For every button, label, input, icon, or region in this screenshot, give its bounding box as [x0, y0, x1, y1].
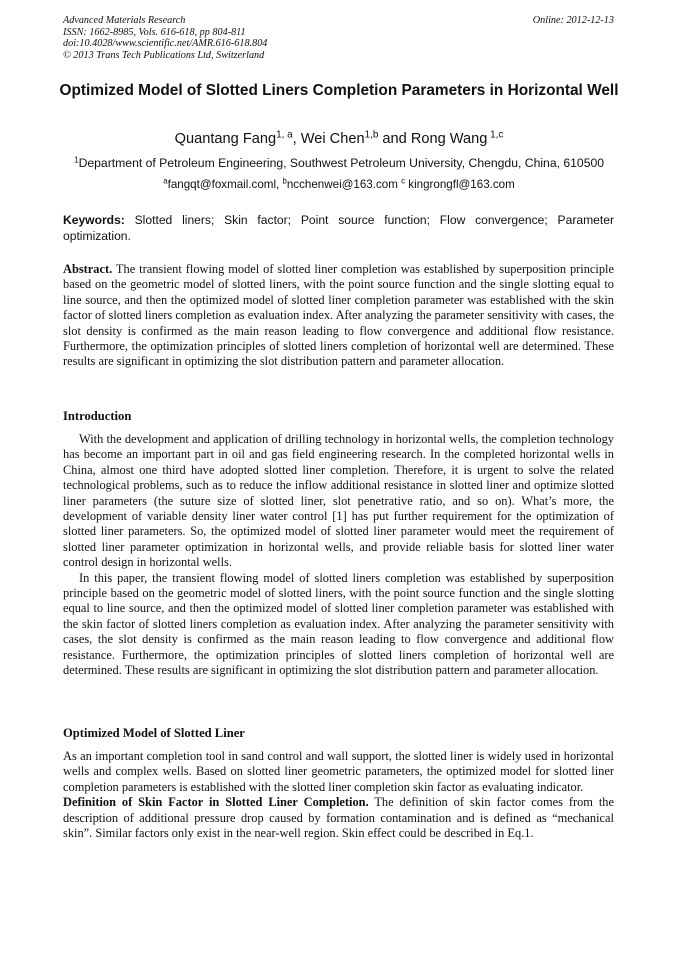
author-name: Quantang Fang [174, 131, 277, 147]
keywords-label: Keywords: [63, 213, 125, 227]
keywords [63, 212, 614, 244]
email-link[interactable]: ncchenwei@163.com [286, 178, 402, 191]
email-superscript: a [163, 176, 168, 186]
author-list [0, 131, 678, 147]
affiliation [0, 156, 678, 170]
email-link[interactable]: fangqt@foxmail.coml, [167, 178, 283, 191]
issn-line: ISSN: 1662-8985, Vols. 616-618, pp 804-811 [63, 26, 246, 38]
paragraph: With the development and application of drilling technology in horizontal wells, the completion technology has become an important part in oil and gas field engineering research. In the completed horizontal wells in China, almost one third have adopted slotted liner completion. Therefore, it is urgent to solve the related technological problems, such as to reduce the inflow additional resistance in slotted liner and optimize slotted liner parameters (the suture size of slotted liner, slot penetrative ratio, and so on). What’s more, the development of variable density liner water control [1] has put further requirement for the optimization of slotted liner parameters. So, the optimized model of slotted liner parameter would meet the requirement of slotted liner parameter optimization in horizontal wells, and provide reliable basis for slotted liner water control design in horizontal wells. [63, 432, 614, 570]
email-list [0, 178, 678, 191]
email-superscript: b [282, 176, 287, 186]
keywords-text: Slotted liners; Skin factor; Point source function; Flow convergence; Parameter optimization. [63, 213, 614, 243]
email-superscript: c [401, 176, 406, 186]
doi-line: doi:10.4028/www.scientific.net/AMR.616-618.804 [63, 38, 268, 50]
author-name: Wei Chen [300, 131, 365, 147]
abstract-text: The transient flowing model of slotted liner completion was established by superposition principle based on the geometric model of slotted liners, with the point source function and the single slotting equal to line source, and then the optimized model of slotted liner completion parameter was established with the skin factor of slotted liners completion as evaluation index. After analyzing the parameter sensitivity with cases, the slot density is confirmed as the main reason leading to flow convergence and additional flow resistance. Furthermore, the optimization principles of slotted liners completion of horizontal well are determined. These results are significant in optimizing the slot distribution pattern and parameter allocation. [63, 262, 614, 369]
online-date: Online: 2012-12-13 [532, 15, 614, 26]
abstract [63, 262, 614, 370]
introduction-heading: Introduction [63, 409, 132, 423]
author-name: Rong Wang [410, 131, 488, 147]
abstract-label: Abstract. [63, 262, 113, 276]
email-link[interactable]: kingrongfl@163.com [405, 178, 515, 191]
definition-label: Definition of Skin Factor in Slotted Liner Completion. [63, 795, 369, 810]
paragraph: As an important completion tool in sand control and wall support, the slotted liner is widely used in horizontal wells and complex wells. Based on slotted liner geometric parameters, the optimized model for slotted liner completion parameters is established with the slotted liner completion skin factor as evaluating indicator. [63, 749, 614, 794]
author-separator: , [292, 131, 301, 147]
model-section [63, 749, 614, 841]
journal-header [63, 15, 614, 61]
journal-name: Advanced Materials Research [63, 15, 186, 26]
author-superscript: 1,b [364, 129, 379, 141]
affiliation-text: Department of Petroleum Engineering, Southwest Petroleum University, Chengdu, China, 610500 [78, 156, 605, 170]
paragraph: In this paper, the transient flowing model of slotted liners completion was established by superposition principle based on the geometric model of slotted liners, with the point source function and the single slotting equal to line source, and then the optimized model of slotted liner completion parameter was established with the skin factor of slotted liners completion as evaluation index. After analyzing the parameter sensitivity with cases, the slot density is confirmed as the main reason leading to flow convergence and additional flow resistance. Furthermore, the optimization principles of slotted liners completion of horizontal well are determined. These results are significant in optimizing the slot distribution pattern and parameter allocation. [63, 570, 614, 678]
affiliation-superscript: 1 [73, 154, 79, 165]
model-heading: Optimized Model of Slotted Liner [63, 726, 245, 740]
author-superscript: 1, a [276, 129, 293, 141]
author-superscript: 1,c [487, 129, 504, 141]
definition-text: The definition of skin factor comes from the description of additional pressure drop caused by formation contamination and is defined as “mechanical skin”. Similar factors only exist in the near-well region. Skin effect could be described in Eq.1. [63, 795, 614, 841]
paper-title: Optimized Model of Slotted Liners Completion Parameters in Horizontal Well [59, 82, 619, 99]
introduction-section [63, 432, 614, 679]
copyright-line: © 2013 Trans Tech Publications Ltd, Switzerland [63, 49, 265, 61]
author-separator: and [378, 131, 411, 147]
